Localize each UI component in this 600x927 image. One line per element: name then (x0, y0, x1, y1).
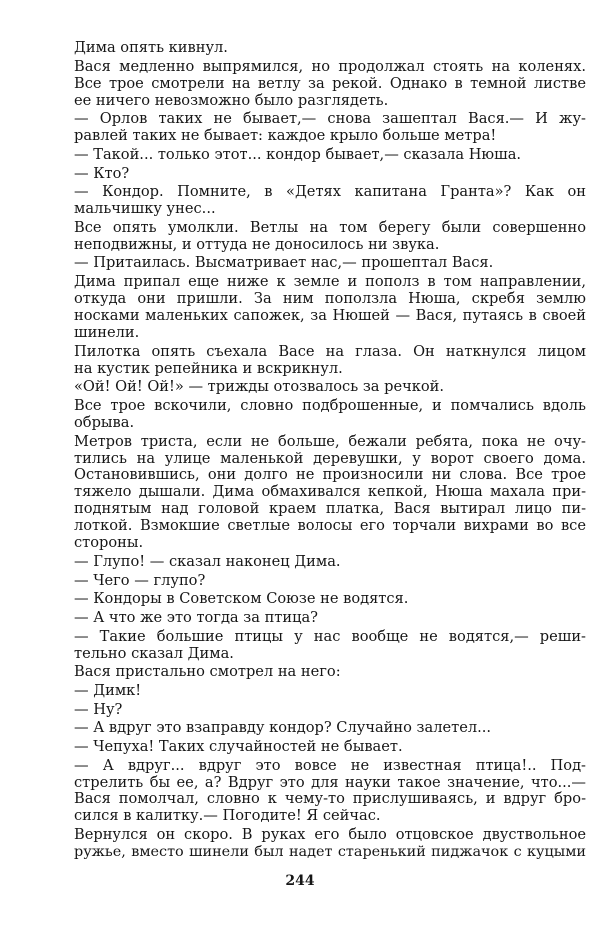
text-line: стрелить бы ее, а? Вдруг это для науки такое значение, что...— (74, 773, 586, 791)
text-line: Все трое смотрели на ветлу за рекой. Однако в темной листве (74, 74, 586, 92)
text-line: — Орлов таких не бывает,— снова зашептал Вася.— И жу- (74, 110, 586, 128)
text-line: Все трое вскочили, словно подброшенные, и помчались вдоль (74, 396, 586, 414)
text-line: Вася медленно выпрямился, но продолжал стоять на коленях. (74, 57, 586, 75)
text-line: — Кондоры в Советском Союзе не водятся. (74, 590, 409, 608)
text-line: — Глупо! — сказал наконец Дима. (74, 552, 341, 570)
text-line: — Притаилась. Высматривает нас,— прошептал Вася. (74, 254, 494, 272)
text-line: носками маленьких сапожек, за Нюшей — Вася, путаясь в своей (74, 307, 586, 324)
text-line: — Такой... только этот... кондор бывает,— сказала Нюша. (74, 145, 522, 163)
text-line: тельно сказал Дима. (74, 644, 234, 662)
text-line: поднятым над головой краем платка, Вася вытирал лицо пи- (74, 500, 586, 518)
text-line: Вася помолчал, словно к чему-то прислушиваясь, и вдруг бро- (74, 790, 586, 808)
page-number: 244 (285, 873, 315, 889)
text-line: Вася пристально смотрел на него: (74, 663, 341, 681)
text-line: откуда они пришли. За ним поползла Нюша, скребя землю (74, 290, 586, 307)
text-line: ее ничего невозможно было разглядеть. (74, 91, 389, 109)
text-line: Дима припал еще ниже к земле и пополз в том направлении, (74, 273, 586, 291)
text-line: равлей таких не бывает: каждое крыло больше метра! (74, 127, 497, 145)
text-line: — Ну? (74, 700, 123, 718)
text-line: Дима опять кивнул. (74, 39, 228, 56)
text-line: сился в калитку.— Погодите! Я сейчас. (74, 807, 381, 825)
text-line: ружье, вместо шинели был надет старенький пиджачок с куцыми (74, 844, 586, 860)
text-line: — Кондор. Помните, в «Детях капитана Гранта»? Как он (74, 183, 586, 201)
text-line: тились на улице маленькой деревушки, у ворот своего дома. (74, 449, 586, 467)
text-line: — А вдруг... вдруг это вовсе не известная птица!.. Под- (74, 756, 586, 774)
text-line: шинели. (74, 324, 140, 341)
text-line: Пилотка опять съехала Васе на глаза. Он наткнулся лицом (74, 342, 586, 360)
text-line: тяжело дышали. Дима обмахивался кепкой, Нюша махала при- (74, 483, 586, 501)
text-line: Остановившись, они долго не произносили ни слова. Все трое (74, 466, 586, 484)
text-line: Вернулся он скоро. В руках его было отцовское двуствольное (74, 826, 586, 843)
text-line: обрыва. (74, 413, 135, 431)
text-line: — Чего — глупо? (74, 571, 206, 589)
text-line: — Такие большие птицы у нас вообще не водятся,— реши- (74, 627, 586, 645)
text-line: Все опять умолкли. Ветлы на том берегу были совершенно (74, 218, 586, 236)
text-line: неподвижны, и оттуда не доносилось ни звука. (74, 235, 440, 253)
text-line: — Чепуха! Таких случайностей не бывает. (74, 737, 403, 755)
text-line: лоткой. Взмокшие светлые волосы его торчали вихрами во все (74, 517, 586, 535)
text-line: на кустик репейника и вскрикнул. (74, 359, 343, 377)
text-line: «Ой! Ой! Ой!» — трижды отозвалось за речкой. (74, 378, 445, 396)
text-line: — Кто? (74, 164, 130, 182)
text-line: Метров триста, если не больше, бежали ребята, пока не очу- (74, 432, 586, 450)
text-line: — А что же это тогда за птица? (74, 608, 319, 626)
text-line: стороны. (74, 534, 144, 552)
text-line: мальчишку унес... (74, 200, 216, 218)
text-line: — А вдруг это взаправду кондор? Случайно залетел... (74, 719, 492, 737)
text-line: — Димк! (74, 681, 142, 699)
